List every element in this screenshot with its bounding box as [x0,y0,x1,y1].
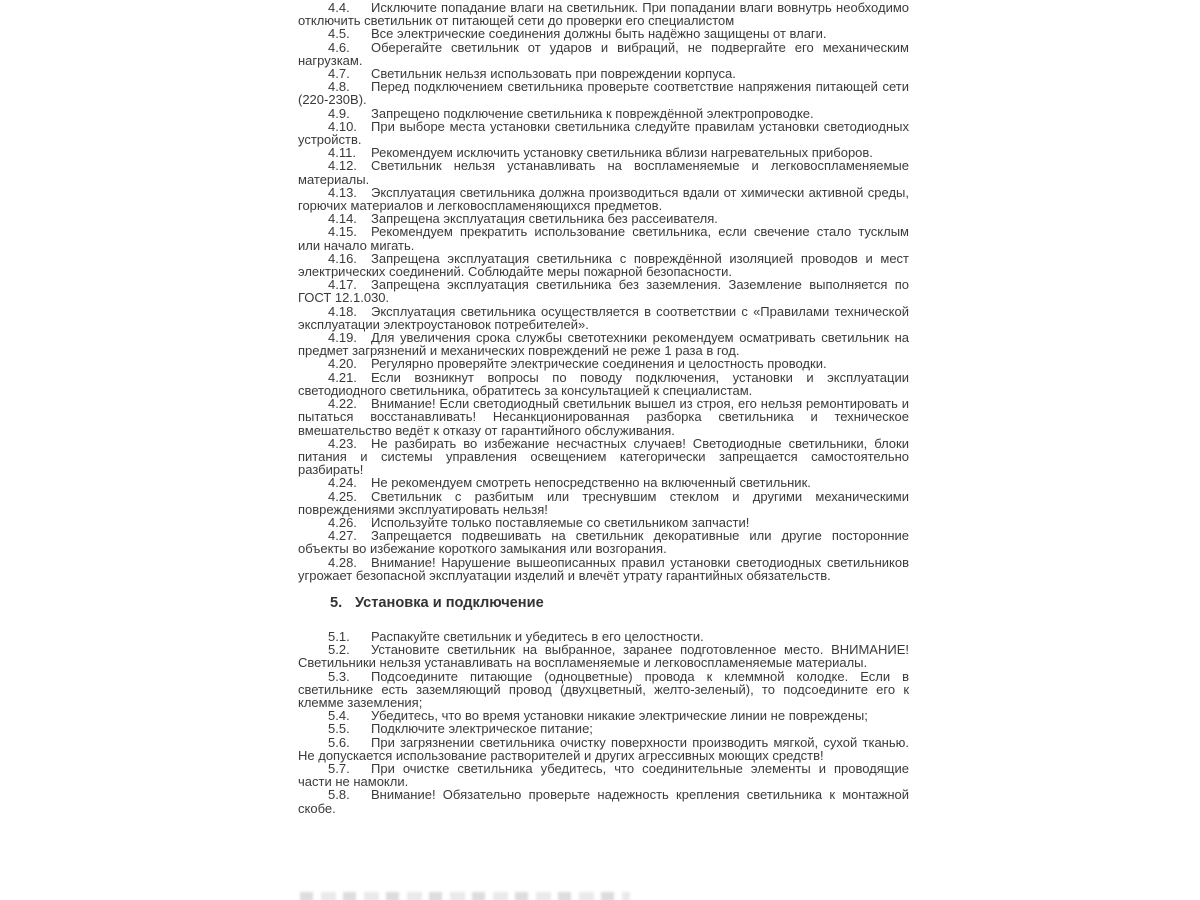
doc-item [298,120,909,146]
item-text: Запрещается подвешивать на светильник декоративные или другие посторонние объекты во избежание короткого замыкания или возгорания. [298,528,909,557]
section-5-heading [298,595,909,611]
doc-item [298,278,909,304]
item-number: 4.21. [328,369,357,385]
item-number: 5.7. [328,760,350,776]
doc-item [298,437,909,477]
item-text: Запрещена эксплуатация светильника с повреждённой изоляцией проводов и мест электрических соединений. Соблюдайте меры пожарной безопасности. [298,250,909,280]
item-number: 4.14. [328,211,357,227]
item-number: 4.18. [328,303,357,319]
item-number: 4.16. [328,250,357,266]
item-text: Установите светильник на выбранное, заранее подготовленное место. ВНИМАНИЕ! Светильники нельзя устанавливать на воспламеняемые и легковоспламеняемые материалы. [298,642,909,671]
item-text: Оберегайте светильник от ударов и вибраций, не подвергайте его механическим нагрузкам. [298,39,909,68]
item-number: 5.3. [328,668,350,684]
item-text: При загрязнении светильника очистку поверхности производить мягкой, сухой тканью. Не допускается использование растворителей и других агрессивных моющих средств! [298,734,909,763]
item-number: 4.25. [328,488,357,504]
item-number: 4.15. [328,224,357,240]
section-4-items [298,1,909,582]
doc-item [298,41,909,67]
item-number: 4.10. [328,118,357,134]
item-number: 4.24. [328,475,357,491]
item-text: Внимание! Обязательно проверьте надежность крепления светильника к монтажной скобе. [298,787,909,816]
section-5-heading-number: 5. [330,594,343,611]
doc-item [298,788,909,814]
item-number: 4.9. [328,105,350,121]
item-text: Эксплуатация светильника должна производиться вдали от химически активной среды, горючих материалов и легковоспламеняющихся предметов. [298,184,909,214]
item-number: 5.5. [328,721,350,737]
item-number: 4.8. [328,79,350,95]
cutoff-text-artifact [300,892,630,900]
doc-item [298,490,909,516]
doc-item [298,736,909,762]
item-number: 5.8. [328,787,350,803]
item-text: Подключите электрическое питание; [371,721,593,737]
doc-item [298,80,909,106]
doc-item [298,670,909,710]
section-5-heading-title: Установка и подключение [355,594,544,611]
doc-item [298,225,909,251]
item-number: 4.6. [328,39,350,55]
item-number: 5.6. [328,734,350,750]
item-text: Светильник с разбитым или треснувшим стеклом и другими механическими повреждениями эксплуатировать нельзя! [298,488,909,517]
item-text: При выборе места установки светильника следуйте правилам установки светодиодных устройств. [298,118,909,148]
item-text: Подсоедините питающие (одноцветные) провода к клеммной колодке. Если в светильнике есть заземляющий провод (двухцветный, желто-зеленый), то подсоедините его к клемме заземления; [298,668,909,710]
text-column [298,1,909,815]
item-number: 4.12. [328,158,357,174]
doc-item [298,371,909,397]
item-text: Для увеличения срока службы светотехники рекомендуем осматривать светильник на предмет загрязнений и механических повреждений не реже 1 раза в год. [298,330,909,359]
item-text: Светильник нельзя использовать при повреждении корпуса. [371,66,736,82]
doc-item [298,186,909,212]
item-text: Запрещено подключение светильника к повреждённой электропроводке. [371,105,814,121]
item-text: Внимание! Нарушение вышеописанных правил установки светодиодных светильников угрожает безопасной эксплуатации изделий и влечёт утрату гарантийных обязательств. [298,554,909,583]
item-number: 4.7. [328,66,350,82]
doc-item [298,529,909,555]
item-text: Рекомендуем прекратить использование светильника, если свечение стало тусклым или начало мигать. [298,224,909,253]
item-text: Внимание! Если светодиодный светильник вышел из строя, его нельзя ремонтировать и пытаться восстанавливать! Несанкционированная разборка светильника и техническое вмешательство ведёт к отказу от гарантийного обслуживания. [298,396,909,438]
item-text: Светильник нельзя устанавливать на воспламеняемые и легковоспламеняемые материалы. [298,158,909,187]
item-number: 4.19. [328,330,357,346]
item-text: Рекомендуем исключить установку светильника вблизи нагревательных приборов. [371,145,873,161]
doc-item [298,331,909,357]
doc-item [298,305,909,331]
item-text: Не разбирать во избежание несчастных случаев! Светодиодные светильники, блоки питания и системы управления освещением категорически запрещается самостоятельно разбирать! [298,435,909,478]
item-text: При очистке светильника убедитесь, что соединительные элементы и проводящие части не намокли. [298,760,909,790]
item-number: 4.20. [328,356,357,372]
item-number: 5.4. [328,708,350,724]
doc-item [298,762,909,788]
item-text: Убедитесь, что во время установки никакие электрические линии не повреждены; [371,708,868,724]
doc-item [298,159,909,185]
item-text: Перед подключением светильника проверьте соответствие напряжения питающей сети (220-230В). [298,79,909,108]
item-text: Регулярно проверяйте электрические соединения и целостность проводки. [371,356,827,372]
item-number: 4.23. [328,435,357,451]
item-number: 4.27. [328,528,357,544]
item-number: 4.22. [328,396,357,412]
item-number: 4.17. [328,277,357,293]
section-5-items [298,630,909,815]
doc-item [298,397,909,437]
item-number: 4.13. [328,184,357,200]
doc-item [298,252,909,278]
item-text: Все электрические соединения должны быть надёжно защищены от влаги. [371,26,827,42]
item-number: 4.26. [328,514,357,530]
item-text: Распакуйте светильник и убедитесь в его целостности. [371,628,704,644]
item-text: Эксплуатация светильника осуществляется в соответствии с «Правилами технической эксплуатации электроустановок потребителей». [298,303,909,332]
doc-item [298,556,909,582]
item-number: 4.28. [328,554,357,570]
doc-item [298,1,909,27]
item-number: 4.11. [328,145,356,161]
item-text: Не рекомендуем смотреть непосредственно на включенный светильник. [371,475,811,491]
item-text: Исключите попадание влаги на светильник. При попадании влаги вовнутрь необходимо отключить светильник от питающей сети до проверки его специалистом [298,0,909,29]
item-text: Используйте только поставляемые со светильником запчасти! [371,514,750,530]
item-number: 5.2. [328,642,350,658]
doc-item [298,643,909,669]
item-text: Запрещена эксплуатация светильника без заземления. Заземление выполняется по ГОСТ 12.1.030. [298,277,909,306]
item-number: 5.1. [328,628,350,644]
item-number: 4.5. [328,26,350,42]
item-number: 4.4. [328,0,350,15]
item-text: Если возникнут вопросы по поводу подключения, установки и эксплуатации светодиодного светильника, обратитесь за консультацией к специалистам. [298,369,909,398]
item-text: Запрещена эксплуатация светильника без рассеивателя. [371,211,718,227]
